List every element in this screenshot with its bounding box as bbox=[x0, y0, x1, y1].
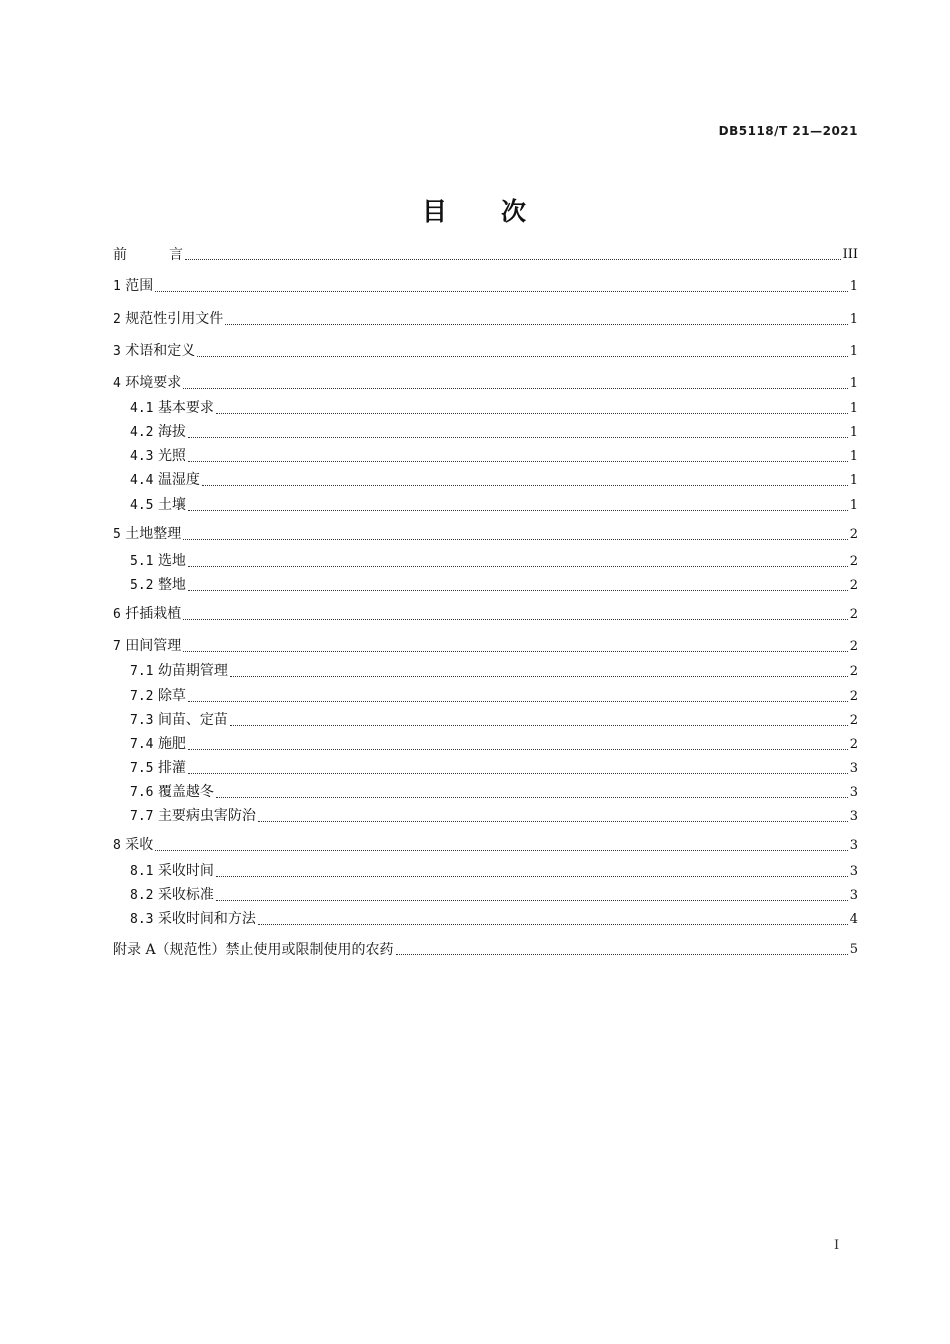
toc-title-left: 目 bbox=[421, 197, 449, 226]
toc-entry-text: 幼苗期管理 bbox=[157, 663, 228, 679]
toc-entry-text: 范围 bbox=[125, 278, 154, 294]
toc-entry-page: 2 bbox=[849, 689, 858, 704]
toc-entry[interactable] bbox=[113, 634, 858, 656]
dot-leader bbox=[188, 748, 848, 750]
toc-entry-label bbox=[113, 605, 181, 624]
toc-entry-label bbox=[130, 576, 186, 595]
toc-entry-number: 7.2 bbox=[130, 689, 154, 704]
toc-entry-page: 1 bbox=[849, 401, 858, 416]
toc-entry-page: 1 bbox=[849, 279, 858, 294]
toc-entry[interactable] bbox=[113, 602, 858, 624]
toc-entry-page: 1 bbox=[849, 449, 858, 464]
toc-entry[interactable] bbox=[113, 242, 858, 264]
toc-entry-page: 3 bbox=[849, 838, 858, 853]
dot-leader bbox=[183, 538, 847, 540]
dot-leader bbox=[197, 355, 847, 357]
toc-entry-number: 4.2 bbox=[130, 425, 154, 440]
toc-entry-number: 4.3 bbox=[130, 449, 154, 464]
toc-entry-text: 排灌 bbox=[157, 760, 186, 776]
toc-entry-number: 5.1 bbox=[130, 554, 154, 569]
toc-entry-page: 2 bbox=[849, 664, 858, 679]
dot-leader bbox=[185, 258, 841, 260]
toc-entry[interactable] bbox=[130, 804, 858, 826]
toc-entry-page: 3 bbox=[849, 761, 858, 776]
dot-leader bbox=[216, 875, 848, 877]
toc-entry[interactable] bbox=[130, 732, 858, 754]
toc-entry-page: 2 bbox=[849, 713, 858, 728]
toc-entry-text: 环境要求 bbox=[125, 375, 182, 391]
toc-entry-text: 施肥 bbox=[157, 736, 186, 752]
toc-entry-label bbox=[113, 374, 181, 393]
toc-entry-page: 2 bbox=[849, 737, 858, 752]
toc-entry-text: 光照 bbox=[157, 448, 186, 464]
toc-entry-label bbox=[130, 687, 186, 706]
toc-entry-text: 主要病虫害防治 bbox=[157, 808, 256, 824]
toc-entry-number: 3 bbox=[113, 344, 121, 359]
dot-leader bbox=[155, 290, 847, 292]
toc-entry-label bbox=[130, 399, 214, 418]
toc-entry[interactable] bbox=[130, 708, 858, 730]
toc-entry-label bbox=[130, 662, 228, 681]
dot-leader bbox=[183, 650, 847, 652]
toc-entry-page: 5 bbox=[849, 942, 858, 957]
toc-entry-text: 覆盖越冬 bbox=[157, 784, 214, 800]
page-number: I bbox=[834, 1238, 840, 1253]
toc-entry[interactable] bbox=[113, 274, 858, 296]
toc-entry-label bbox=[113, 836, 153, 855]
dot-leader bbox=[183, 618, 847, 620]
dot-leader bbox=[188, 772, 848, 774]
toc-entry-number: 4.5 bbox=[130, 498, 154, 513]
toc-entry[interactable] bbox=[113, 522, 858, 544]
dot-leader bbox=[216, 412, 848, 414]
toc-entry-text: 选地 bbox=[157, 553, 186, 569]
dot-leader bbox=[183, 387, 847, 389]
toc-entry-label bbox=[130, 735, 186, 754]
toc-entry-number: 8.1 bbox=[130, 864, 154, 879]
toc-entry[interactable] bbox=[113, 307, 858, 329]
toc-entry-text: 采收时间 bbox=[157, 863, 214, 879]
toc-entry[interactable] bbox=[130, 756, 858, 778]
toc-entry-label bbox=[130, 552, 186, 571]
toc-entry-text: 采收时间和方法 bbox=[157, 911, 256, 927]
toc-entry-number: 8.3 bbox=[130, 912, 154, 927]
toc-entry-text: 扦插栽植 bbox=[125, 606, 182, 622]
dot-leader bbox=[188, 565, 848, 567]
toc-entry-label bbox=[113, 310, 223, 329]
toc-entry-number: 4 bbox=[113, 376, 121, 391]
toc-entry[interactable] bbox=[130, 684, 858, 706]
toc-entry-label bbox=[113, 525, 181, 544]
toc-entry-label bbox=[130, 711, 228, 730]
toc-entry-label bbox=[113, 637, 181, 656]
toc-entry-label bbox=[113, 277, 153, 296]
dot-leader bbox=[396, 953, 848, 955]
standard-code: DB5118/T 21—2021 bbox=[718, 124, 858, 138]
toc-entry[interactable] bbox=[130, 780, 858, 802]
dot-leader bbox=[155, 849, 847, 851]
toc-entry-number: 7.1 bbox=[130, 664, 154, 679]
toc-entry[interactable] bbox=[130, 493, 858, 515]
toc-entry-label bbox=[130, 886, 214, 905]
toc-entry-label bbox=[130, 759, 186, 778]
dot-leader bbox=[216, 796, 848, 798]
toc-entry-page: 1 bbox=[849, 425, 858, 440]
dot-leader bbox=[230, 724, 848, 726]
toc-entry-number: 7.3 bbox=[130, 713, 154, 728]
toc-entry-text: 田间管理 bbox=[125, 638, 182, 654]
dot-leader bbox=[188, 589, 848, 591]
toc-entry-text: 术语和定义 bbox=[125, 343, 196, 359]
toc-entry-number: 4.1 bbox=[130, 401, 154, 416]
toc-entry[interactable] bbox=[113, 937, 858, 959]
toc-entry[interactable] bbox=[130, 883, 858, 905]
toc-entry-page: 1 bbox=[849, 376, 858, 391]
dot-leader bbox=[202, 484, 848, 486]
toc-entry-text: 温湿度 bbox=[157, 472, 200, 488]
toc-title bbox=[0, 192, 950, 228]
toc-entry-text: 除草 bbox=[157, 688, 186, 704]
dot-leader bbox=[188, 460, 848, 462]
toc-entry-page: 3 bbox=[849, 888, 858, 903]
toc-entry-number: 1 bbox=[113, 279, 121, 294]
toc-entry-label bbox=[113, 941, 394, 959]
dot-leader bbox=[258, 820, 848, 822]
toc-entry-number: 7.7 bbox=[130, 809, 154, 824]
toc-entry-text: 海拔 bbox=[157, 424, 186, 440]
toc-entry-page: 1 bbox=[849, 312, 858, 327]
toc-entry-number: 7.6 bbox=[130, 785, 154, 800]
toc-entry-text: 前 言 bbox=[113, 247, 183, 263]
toc-entry-page: 2 bbox=[849, 607, 858, 622]
dot-leader bbox=[188, 436, 848, 438]
dot-leader bbox=[230, 675, 848, 677]
toc-entry-label bbox=[130, 910, 256, 929]
toc-entry-label bbox=[130, 447, 186, 466]
dot-leader bbox=[258, 923, 848, 925]
toc-entry-text: 间苗、定苗 bbox=[157, 712, 228, 728]
toc-entry-page: 2 bbox=[849, 527, 858, 542]
toc-entry-label bbox=[113, 342, 195, 361]
toc-entry-label bbox=[130, 807, 256, 826]
dot-leader bbox=[225, 323, 847, 325]
toc-entry-page: 2 bbox=[849, 554, 858, 569]
toc-entry-text: 采收 bbox=[125, 837, 154, 853]
toc-entry-label bbox=[130, 862, 214, 881]
toc-entry[interactable] bbox=[130, 907, 858, 929]
toc-entry-number: 7.4 bbox=[130, 737, 154, 752]
toc-entry-number: 6 bbox=[113, 607, 121, 622]
toc-entry-page: 4 bbox=[849, 912, 858, 927]
toc-entry[interactable] bbox=[130, 396, 858, 418]
toc-entry[interactable] bbox=[113, 833, 858, 855]
dot-leader bbox=[188, 700, 848, 702]
toc-entry-page: 2 bbox=[849, 578, 858, 593]
toc-entry-number: 8 bbox=[113, 838, 121, 853]
toc-entry[interactable] bbox=[113, 371, 858, 393]
toc-entry[interactable] bbox=[130, 468, 858, 490]
toc-entry-page: 3 bbox=[849, 785, 858, 800]
toc-entry-label bbox=[130, 423, 186, 442]
toc-entry[interactable] bbox=[130, 549, 858, 571]
toc-entry[interactable] bbox=[130, 573, 858, 595]
toc-entry-number: 5 bbox=[113, 527, 121, 542]
toc-entry[interactable] bbox=[130, 420, 858, 442]
toc-entry-number: 4.4 bbox=[130, 473, 154, 488]
toc-entry-page: III bbox=[842, 247, 858, 262]
toc-entry-label bbox=[113, 246, 183, 264]
toc-entry-page: 1 bbox=[849, 344, 858, 359]
toc-entry-page: 2 bbox=[849, 639, 858, 654]
toc-entry-number: 2 bbox=[113, 312, 121, 327]
toc-entry-text: 土地整理 bbox=[125, 526, 182, 542]
toc-entry-text: 采收标准 bbox=[157, 887, 214, 903]
toc-entry-page: 1 bbox=[849, 473, 858, 488]
dot-leader bbox=[188, 509, 848, 511]
toc-entry[interactable] bbox=[130, 859, 858, 881]
toc-entry-text: 规范性引用文件 bbox=[125, 311, 224, 327]
toc-entry-label bbox=[130, 471, 200, 490]
toc-entry-text: 土壤 bbox=[157, 497, 186, 513]
toc-entry-number: 7 bbox=[113, 639, 121, 654]
toc-entry-page: 3 bbox=[849, 809, 858, 824]
toc-entry-page: 1 bbox=[849, 498, 858, 513]
toc-entry-text: 整地 bbox=[157, 577, 186, 593]
toc-entry-label bbox=[130, 783, 214, 802]
toc-entry[interactable] bbox=[130, 444, 858, 466]
toc-entry-number: 5.2 bbox=[130, 578, 154, 593]
toc-entry-text: 基本要求 bbox=[157, 400, 214, 416]
toc-entry-number: 7.5 bbox=[130, 761, 154, 776]
toc-entry[interactable] bbox=[113, 339, 858, 361]
toc-entry-label bbox=[130, 496, 186, 515]
toc-entry-page: 3 bbox=[849, 864, 858, 879]
toc-entry-number: 8.2 bbox=[130, 888, 154, 903]
dot-leader bbox=[216, 899, 848, 901]
toc-entry[interactable] bbox=[130, 659, 858, 681]
toc-title-right: 次 bbox=[501, 197, 529, 226]
toc-entry-text: 附录 A（规范性）禁止使用或限制使用的农药 bbox=[113, 942, 394, 958]
